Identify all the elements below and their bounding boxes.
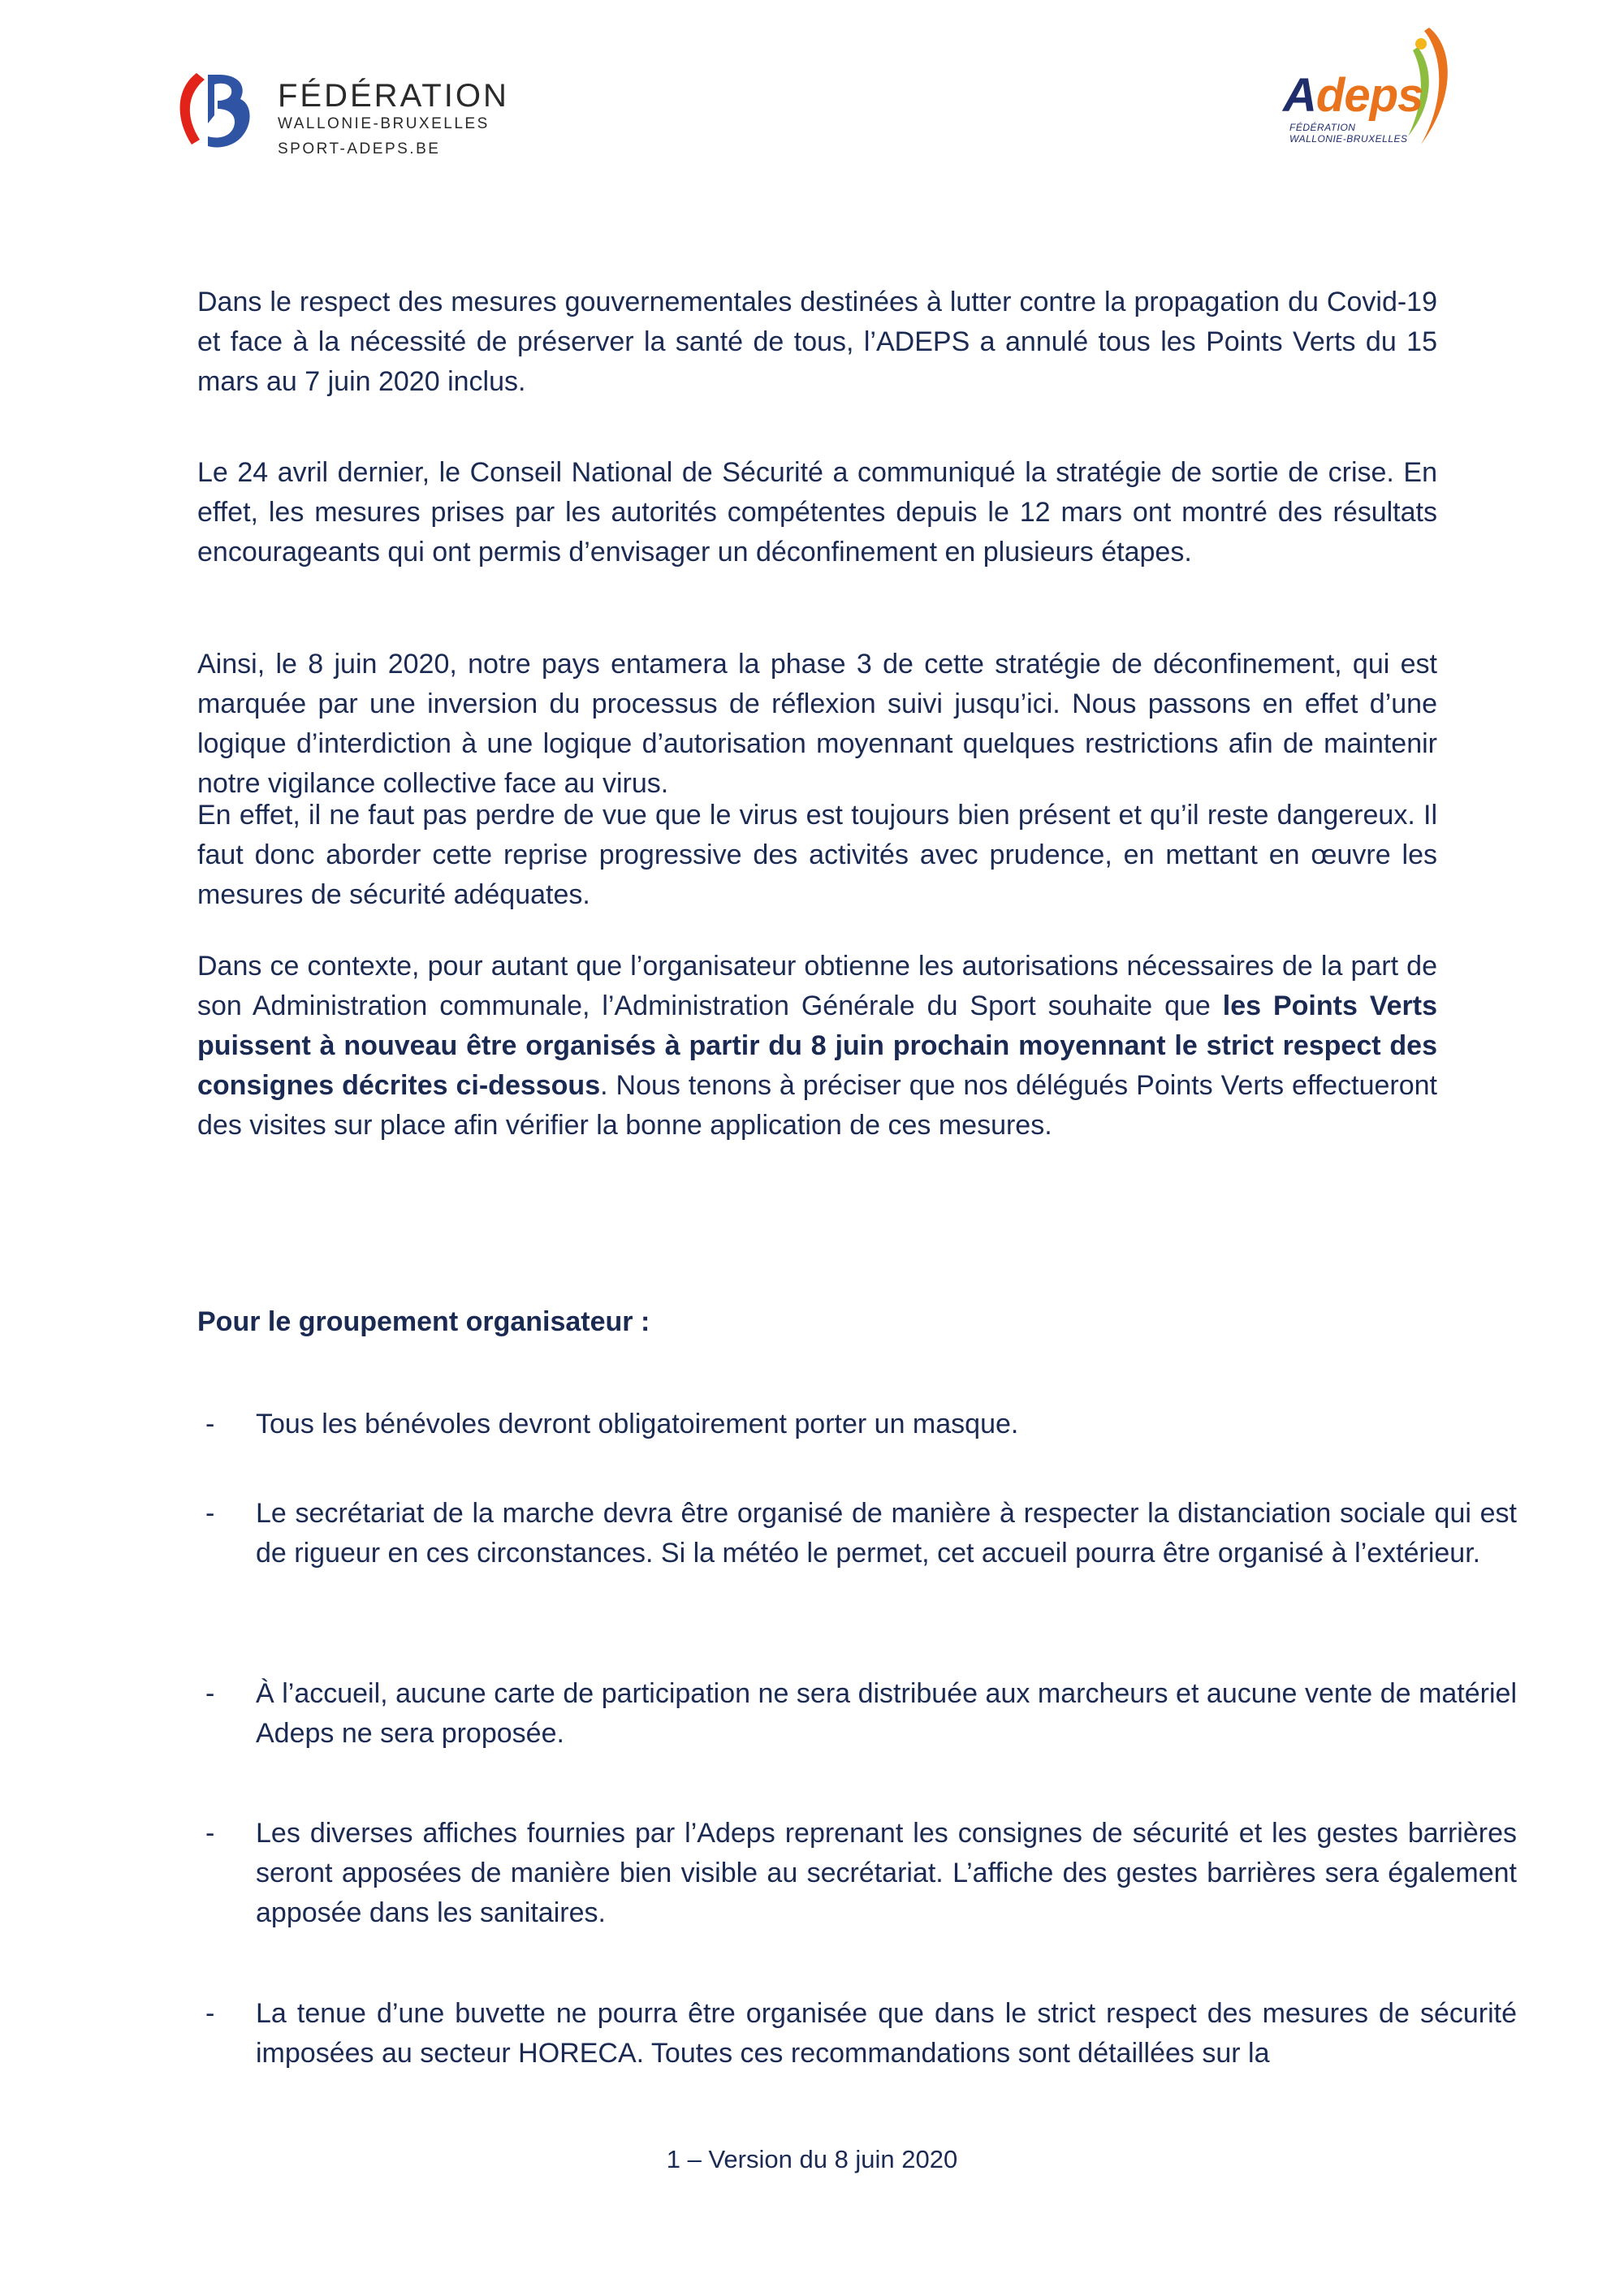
list-item-text: À l’accueil, aucune carte de participation ne sera distribuée aux marcheurs et aucune vente de matériel Adeps ne sera proposée. xyxy=(256,1678,1517,1749)
paragraph-context-bold: les Points Verts puissent à nouveau être organisés à partir du 8 juin prochain moyennant le strict respect des consignes décrites ci-dessous xyxy=(197,990,1437,1101)
section-title-organizer: Pour le groupement organisateur : xyxy=(197,1306,650,1337)
adeps-logo xyxy=(1275,23,1462,153)
paragraph-context xyxy=(197,947,1437,1146)
bullet-dash: - xyxy=(205,1998,215,2029)
adeps-letters-deps: deps xyxy=(1315,69,1423,122)
fwb-logo xyxy=(172,67,513,164)
paragraph-virus-caution: En effet, il ne faut pas perdre de vue que le virus est toujours bien présent et qu’il reste dangereux. Il faut donc aborder cette reprise progressive des activités avec prudence, en mettant en œuvre les mesures de sécurité adéquates. xyxy=(197,800,1437,910)
adeps-letter-a: A xyxy=(1283,69,1316,122)
list-item-text: La tenue d’une buvette ne pourra être organisée que dans le strict respect des mesures de sécurité imposées au secteur HORECA. Toutes ces recommandations sont détaillées sur la xyxy=(256,1998,1517,2069)
paragraph-phase-3: Ainsi, le 8 juin 2020, notre pays entamera la phase 3 de cette stratégie de déconfinement, qui est marquée par une inversion du processus de réflexion suivi jusqu’ici. Nous passons en effet d’une logique d’interdiction à une logique d’autorisation moyennant quelques restrictions afin de maintenir notre vigilance collective face au virus. xyxy=(197,649,1437,799)
bullet-dash: - xyxy=(205,1409,215,1439)
adeps-wordmark xyxy=(1283,71,1423,120)
list-item-text: Tous les bénévoles devront obligatoirement porter un masque. xyxy=(256,1409,1019,1439)
fwb-wordmark xyxy=(278,78,509,164)
page-footer: 1 – Version du 8 juin 2020 xyxy=(666,2145,958,2173)
list-item-text: Les diverses affiches fournies par l’Adeps reprenant les consignes de sécurité et les gestes barrières seront apposées de manière bien visible au secrétariat. L’affiche des gestes barrières sera également apposée dans les sanitaires. xyxy=(256,1818,1517,1928)
fwb-emblem-icon xyxy=(172,67,263,156)
fwb-line-wallonie-bruxelles: WALLONIE-BRUXELLES xyxy=(278,115,490,132)
bullet-dash: - xyxy=(205,1498,215,1529)
fwb-line-website: SPORT-ADEPS.BE xyxy=(278,140,441,158)
paragraph-national-security-council: Le 24 avril dernier, le Conseil National de Sécurité a communiqué la stratégie de sortie de crise. En effet, les mesures prises par les autorités compétentes depuis le 12 mars ont montré des résultats encourageants qui ont permis d’envisager un déconfinement en plusieurs étapes. xyxy=(197,457,1437,568)
list-item-text: Le secrétariat de la marche devra être organisé de manière à respecter la distanciation sociale qui est de rigueur en ces circonstances. Si la météo le permet, cet accueil pourra être organisé à l’extérieur. xyxy=(256,1498,1517,1569)
bullet-dash: - xyxy=(205,1818,215,1849)
adeps-subline xyxy=(1289,122,1408,145)
bullet-dash: - xyxy=(205,1678,215,1709)
paragraph-context-end: . Nous tenons à préciser que nos délégués Points Verts effectueront des visites sur place afin vérifier la bonne application de ces mesures. xyxy=(197,1070,1437,1141)
adeps-subline-federation: FÉDÉRATION xyxy=(1289,122,1356,133)
adeps-subline-wallonie-bruxelles: WALLONIE-BRUXELLES xyxy=(1289,133,1408,145)
paragraph-intro: Dans le respect des mesures gouvernementales destinées à lutter contre la propagation du Covid-19 et face à la nécessité de préserver la santé de tous, l’ADEPS a annulé tous les Points Verts du 15 mars au 7 juin 2020 inclus. xyxy=(197,287,1437,397)
paragraph-context-start: Dans ce contexte, pour autant que l’organisateur obtienne les autorisations nécessaires de la part de son Administration communale, l’Administration Générale du Sport souhaite que xyxy=(197,951,1437,1021)
fwb-line-federation: FÉDÉRATION xyxy=(278,78,509,114)
